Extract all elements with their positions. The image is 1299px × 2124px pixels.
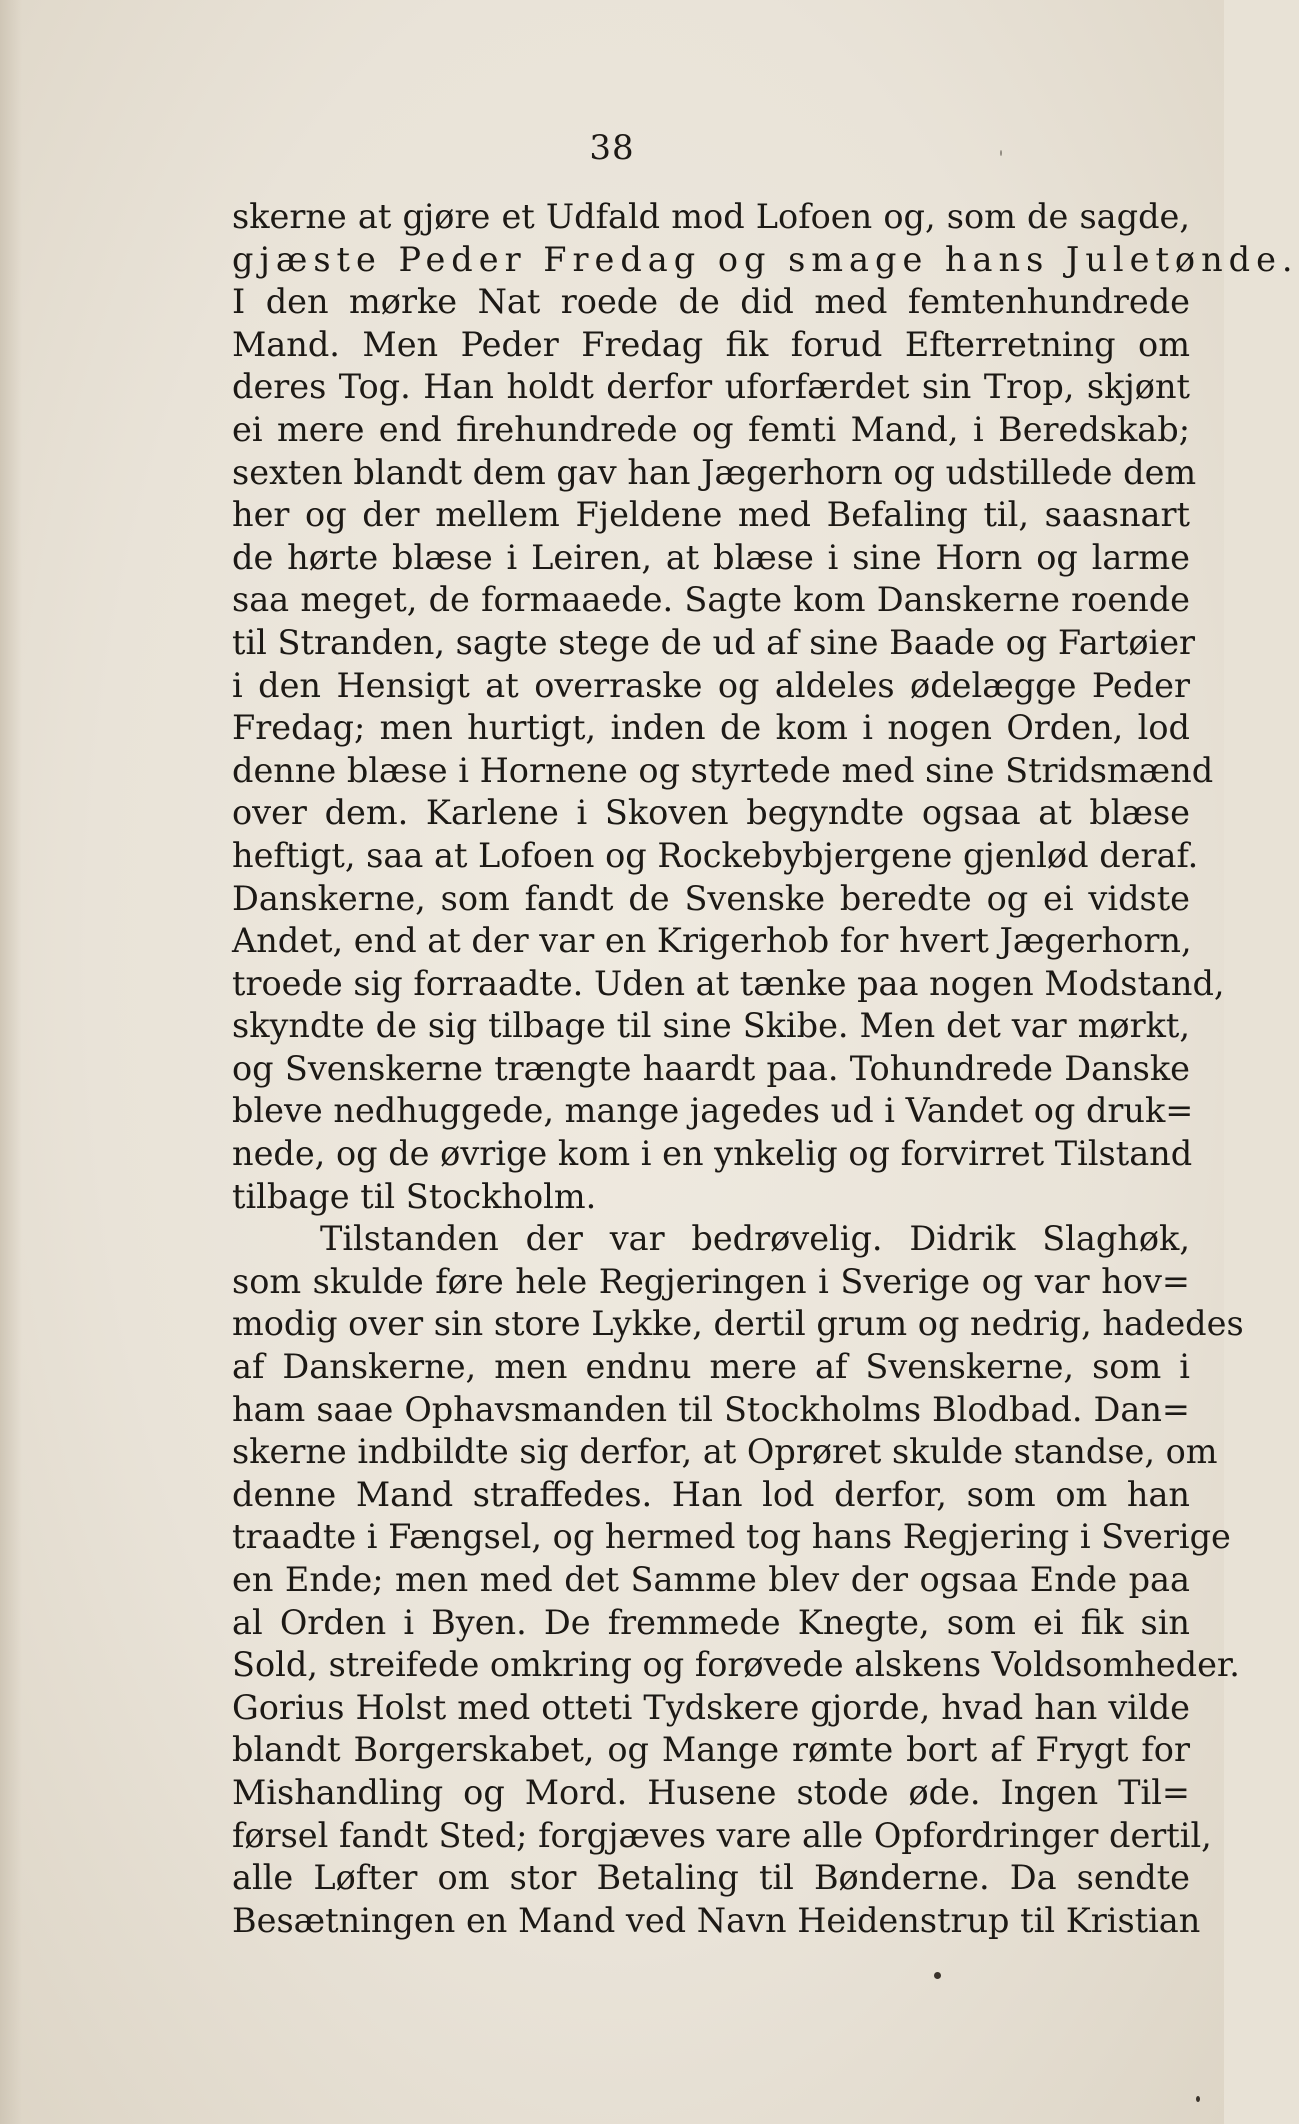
text-line: over dem. Karlene i Skoven begyndte ogsaa at blæse xyxy=(232,793,1190,833)
text-line: sexten blandt dem gav han Jægerhorn og udstillede dem xyxy=(232,452,1197,492)
text-line: førsel fandt Sted; forgjæves vare alle Opfordringer dertil, xyxy=(232,1815,1212,1855)
text-line: traadte i Fængsel, og hermed tog hans Regjering i Sverige xyxy=(232,1517,1231,1557)
text-line: af Danskerne, men endnu mere af Svenskerne, som i xyxy=(232,1347,1190,1387)
text-line: Tilstanden der var bedrøvelig. Didrik Slaghøk, xyxy=(320,1219,1190,1259)
text-line: ham saae Ophavsmanden til Stockholms Blodbad. Dan= xyxy=(232,1389,1190,1429)
text-line: heftigt, saa at Lofoen og Rockebybjergene gjenlød deraf. xyxy=(232,835,1199,875)
text-line: tilbage til Stockholm. xyxy=(232,1176,597,1216)
paper-speck xyxy=(934,1972,941,1979)
page-number: 38 xyxy=(589,128,635,168)
text-line: her og der mellem Fjeldene med Befaling til, saasnart xyxy=(232,495,1190,535)
text-line: skerne at gjøre et Udfald mod Lofoen og, som de sagde, xyxy=(232,197,1190,236)
text-line: al Orden i Byen. De fremmede Knegte, som ei fik sin xyxy=(232,1602,1190,1642)
text-line: deres Tog. Han holdt derfor uforfærdet sin Trop, skjønt xyxy=(232,367,1190,407)
text-line: troede sig forraadte. Uden at tænke paa nogen Modstand, xyxy=(232,963,1225,1003)
text-line: i den Hensigt at overraske og aldeles ødelægge Peder xyxy=(232,665,1190,705)
body-text xyxy=(232,196,1299,1942)
text-line: bleve nedhuggede, mange jagedes ud i Vandet og druk= xyxy=(232,1091,1194,1131)
text-line: modig over sin store Lykke, dertil grum og nedrig, hadedes xyxy=(232,1304,1244,1344)
text-line: denne blæse i Hornene og styrtede med sine Stridsmænd xyxy=(232,750,1214,790)
text-line: gjæste Peder Fredag og smage hans Juletønde. xyxy=(232,239,1299,279)
text-line: nede, og de øvrige kom i en ynkelig og forvirret Tilstand xyxy=(232,1134,1193,1174)
text-line: Mand. Men Peder Fredag fik forud Efterretning om xyxy=(232,324,1190,364)
text-line: ei mere end firehundrede og femti Mand, i Beredskab; xyxy=(232,409,1190,449)
page-edge-shadow xyxy=(0,0,22,2124)
text-line: som skulde føre hele Regjeringen i Sverige og var hov= xyxy=(232,1261,1190,1301)
text-line: en Ende; men med det Samme blev der ogsaa Ende paa xyxy=(232,1560,1190,1599)
text-line: Fredag; men hurtigt, inden de kom i nogen Orden, lod xyxy=(232,708,1190,748)
text-line: Mishandling og Mord. Husene stode øde. Ingen Til= xyxy=(232,1772,1190,1812)
text-line: I den mørke Nat roede de did med femtenhundrede xyxy=(232,282,1190,322)
text-line: de hørte blæse i Leiren, at blæse i sine Horn og larme xyxy=(232,537,1190,577)
text-line: til Stranden, sagte stege de ud af sine Baade og Fartøier xyxy=(232,622,1196,662)
text-line: alle Løfter om stor Betaling til Bønderne. Da sendte xyxy=(232,1858,1190,1898)
text-line: saa meget, de formaaede. Sagte kom Danskerne roende xyxy=(232,580,1190,620)
text-line: Sold, streifede omkring og forøvede alskens Voldsomheder. xyxy=(232,1645,1240,1685)
text-line: skerne indbildte sig derfor, at Oprøret skulde standse, om xyxy=(232,1432,1218,1472)
paper-speck xyxy=(1000,150,1002,156)
text-line: Gorius Holst med otteti Tydskere gjorde, hvad han vilde xyxy=(232,1687,1190,1727)
text-line: Danskerne, som fandt de Svenske beredte og ei vidste xyxy=(232,878,1190,918)
paper-speck xyxy=(1196,2096,1200,2102)
text-line: Andet, end at der var en Krigerhob for hvert Jægerhorn, xyxy=(232,921,1192,961)
text-line: blandt Borgerskabet, og Mange rømte bort af Frygt for xyxy=(232,1730,1190,1770)
text-line: og Svenskerne trængte haardt paa. Tohundrede Danske xyxy=(232,1048,1190,1088)
text-line: Besætningen en Mand ved Navn Heidenstrup til Kristian xyxy=(232,1900,1201,1940)
text-line: denne Mand straffedes. Han lod derfor, som om han xyxy=(232,1474,1190,1514)
text-line: skyndte de sig tilbage til sine Skibe. Men det var mørkt, xyxy=(232,1006,1190,1046)
